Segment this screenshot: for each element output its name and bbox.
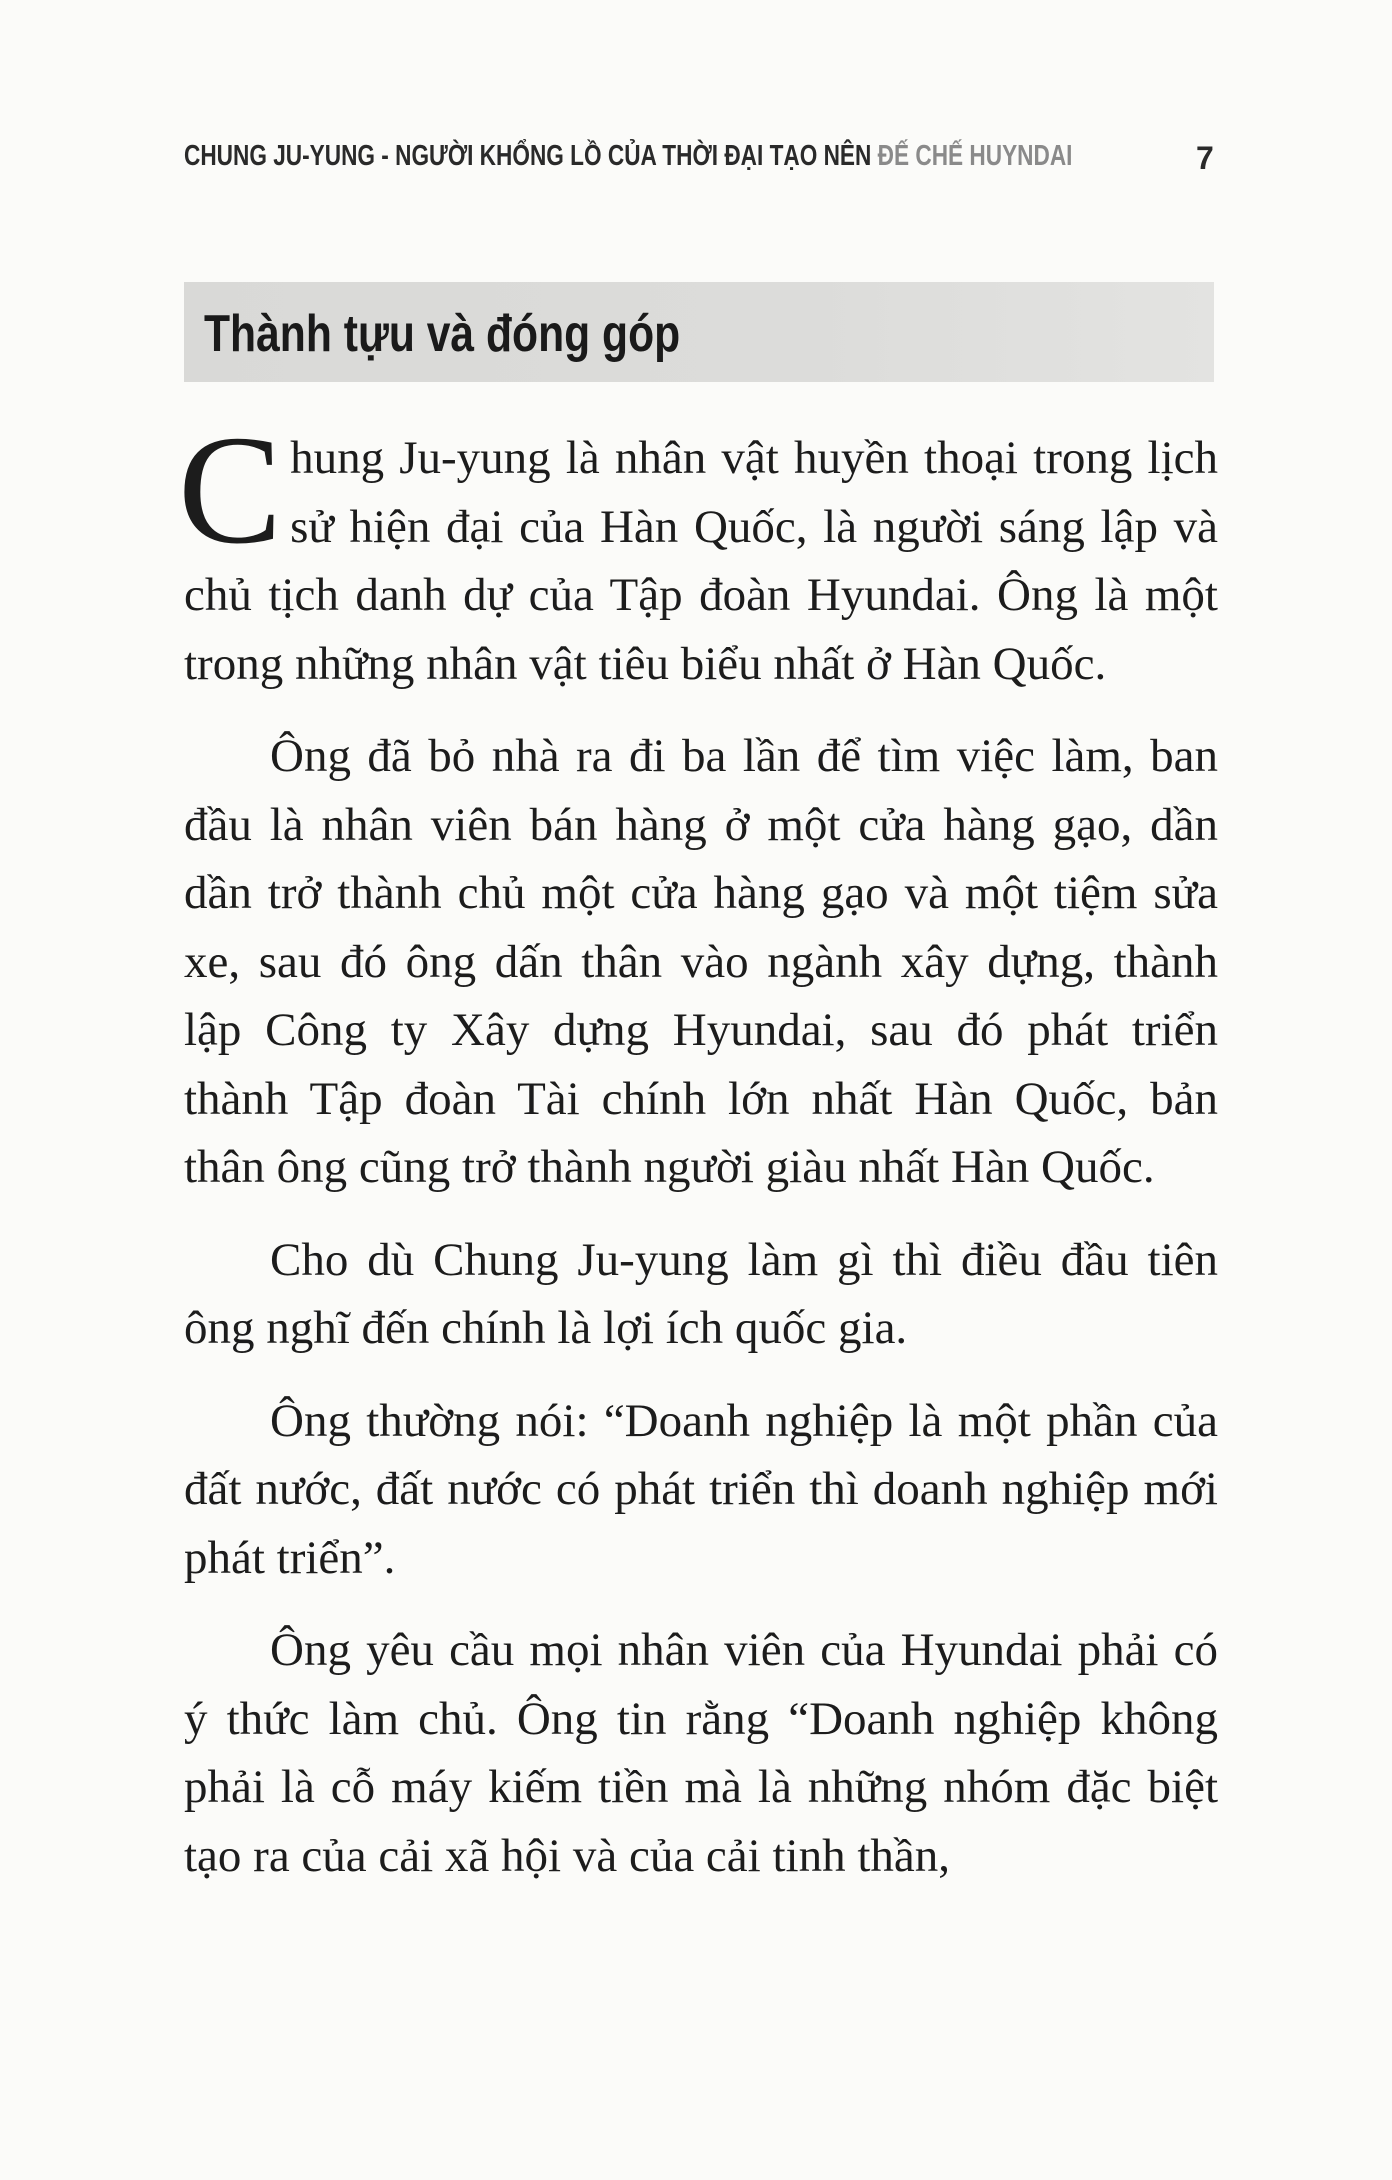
running-header bbox=[184, 140, 1073, 192]
page-number: 7 bbox=[1196, 140, 1214, 176]
paragraph-4: Ông thường nói: “Doanh nghiệp là một phần của đất nước, đất nước có phát triển thì doanh nghiệp mới phát triển”. bbox=[184, 1394, 1218, 1584]
paragraph-3: Cho dù Chung Ju-yung làm gì thì điều đầu tiên ông nghĩ đến chính là lợi ích quốc gia. bbox=[184, 1233, 1218, 1354]
paragraph-5: Ông yêu cầu mọi nhân viên của Hyundai phải có ý thức làm chủ. Ông tin rằng “Doanh nghiệp không phải là cỗ máy kiếm tiền mà là những nhóm đặc biệt tạo ra của cải xã hội và của cải tinh thần, bbox=[184, 1624, 1218, 1882]
running-header-title: CHUNG JU-YUNG - NGƯỜI KHỔNG LỒ CỦA THỜI ĐẠI TẠO NÊN bbox=[184, 140, 872, 172]
body-text bbox=[178, 403, 1218, 1914]
drop-cap: C bbox=[178, 403, 283, 576]
paragraph-1 bbox=[178, 403, 1218, 698]
section-heading-band bbox=[184, 282, 1214, 382]
section-title: Thành tựu và đóng góp bbox=[204, 305, 681, 363]
paragraph-1-text: hung Ju-yung là nhân vật huyền thoại trong lịch sử hiện đại của Hàn Quốc, là người sáng lập và chủ tịch danh dự của Tập đoàn Hyundai. Ông là một trong những nhân vật tiêu biểu nhất ở Hàn Quốc. bbox=[184, 432, 1218, 690]
running-header-faded-title: ĐẾ CHẾ HUYNDAI bbox=[877, 140, 1073, 172]
paragraph-2: Ông đã bỏ nhà ra đi ba lần để tìm việc làm, ban đầu là nhân viên bán hàng ở một cửa hàng gạo, dần dần trở thành chủ một cửa hàng gạo và một tiệm sửa xe, sau đó ông dấn thân vào ngành xây dựng, thành lập Công ty Xây dựng Hyundai, sau đó phát triển thành Tập đoàn Tài chính lớn nhất Hàn Quốc, bản thân ông cũng trở thành người giàu nhất Hàn Quốc. bbox=[184, 730, 1218, 1193]
